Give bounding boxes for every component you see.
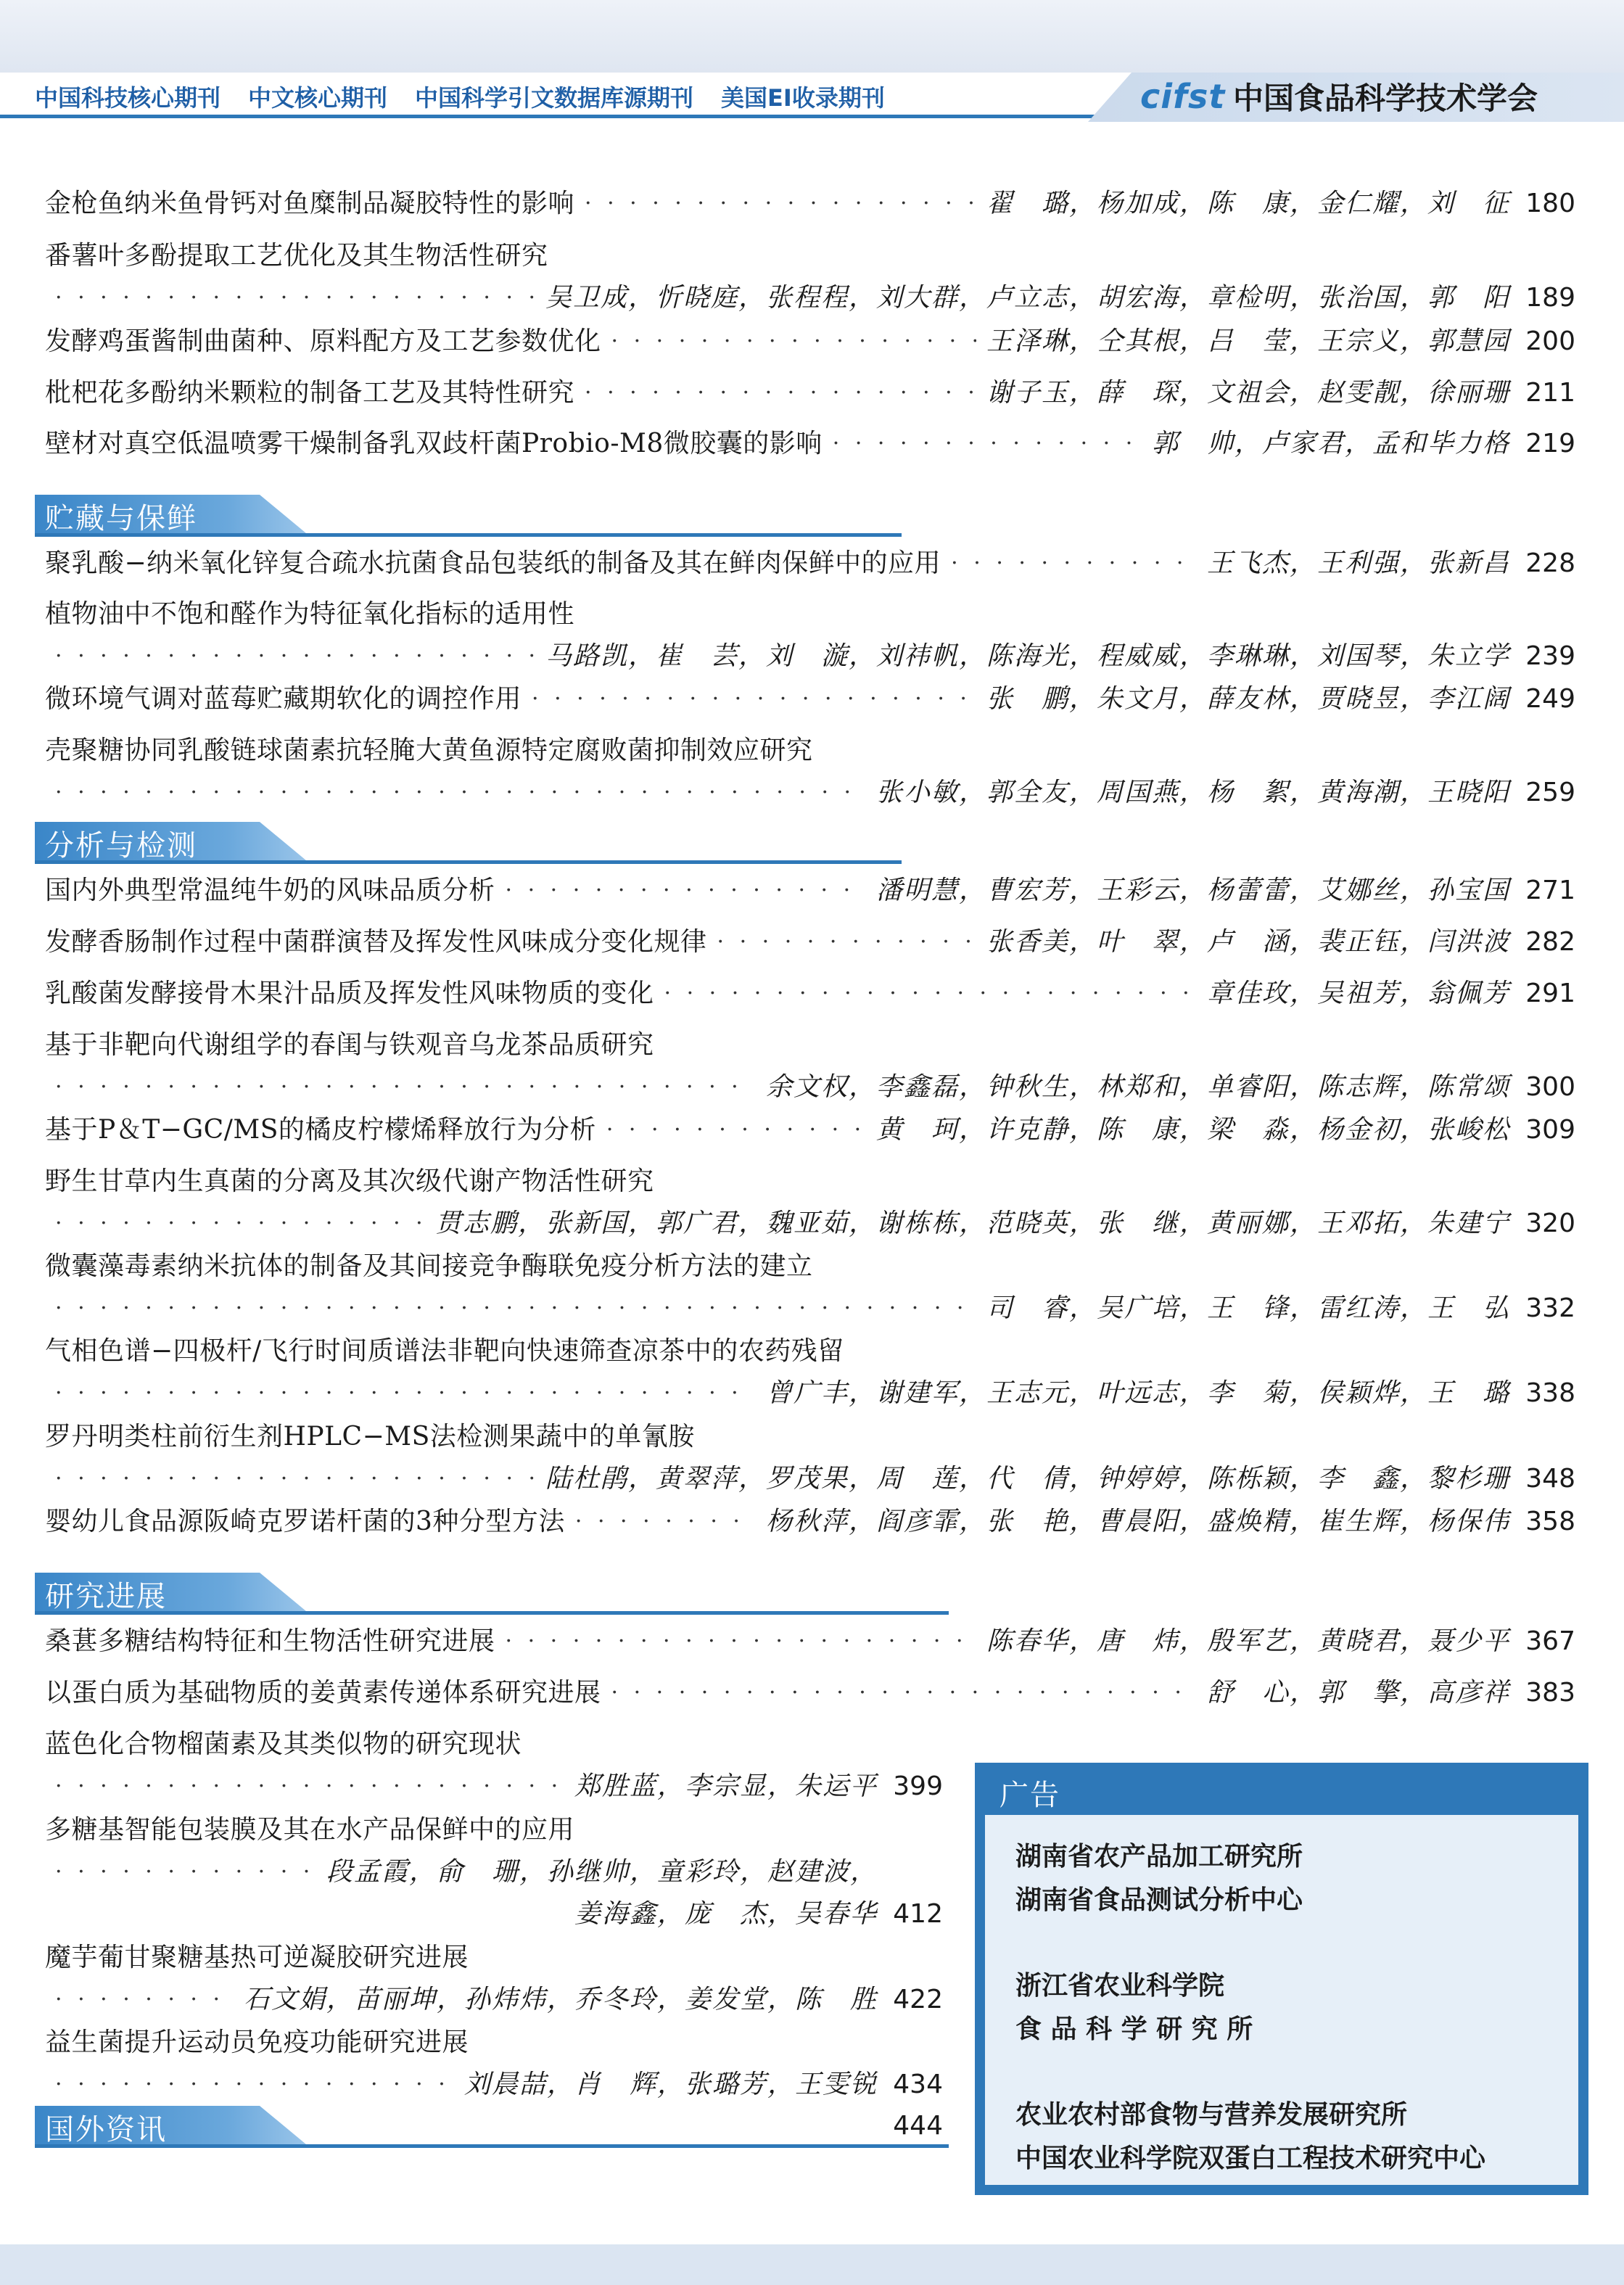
page-number: 348 <box>1525 1464 1575 1494</box>
toc-entry[interactable] <box>45 1621 1575 1663</box>
toc-entry[interactable] <box>45 2022 943 2106</box>
toc-entry[interactable] <box>45 235 1575 319</box>
page-number: 200 <box>1525 326 1575 356</box>
dot-leader <box>611 324 976 360</box>
article-title: 桑葚多糖结构特征和生物活性研究进展 <box>45 1626 495 1656</box>
page-number: 422 <box>893 1985 943 2014</box>
article-title: 微囊藻毒素纳米抗体的制备及其间接竞争酶联免疫分析方法的建立 <box>45 1251 813 1281</box>
dot-leader <box>55 1206 425 1242</box>
article-title: 番薯叶多酚提取工艺优化及其生物活性研究 <box>45 241 548 271</box>
article-title: 金枪鱼纳米鱼骨钙对鱼糜制品凝胶特性的影响 <box>45 189 575 218</box>
page-number: 239 <box>1525 641 1575 671</box>
dot-leader <box>55 280 535 316</box>
article-authors: 谢子玉，薛 琛，文祖会，赵雯靓，徐丽珊 <box>986 378 1510 408</box>
section-title: 研究进展 <box>45 1579 167 1613</box>
article-title: 魔芋葡甘聚糖基热可逆凝胶研究进展 <box>45 1943 469 1972</box>
article-authors: 王飞杰，王利强，张新昌 <box>1206 548 1510 578</box>
header-rule <box>0 115 1110 118</box>
dot-leader <box>55 1854 316 1890</box>
page-number: 189 <box>1525 283 1575 313</box>
section-header-analysis <box>35 822 902 864</box>
advertiser-group-hunan <box>1015 1835 1303 1922</box>
section-header-storage <box>35 495 902 537</box>
page-number: 291 <box>1525 979 1575 1008</box>
journal-indexing-list <box>35 78 912 115</box>
page-number: 367 <box>1525 1626 1575 1656</box>
article-title: 聚乳酸−纳米氧化锌复合疏水抗菌食品包装纸的制备及其在鲜肉保鲜中的应用 <box>45 548 941 578</box>
toc-entry[interactable] <box>45 1161 1575 1245</box>
dot-leader <box>611 1675 1197 1711</box>
article-authors: 潘明慧，曹宏芳，王彩云，杨蕾蕾，艾娜丝，孙宝国 <box>875 876 1510 905</box>
article-title: 基于P＆T−GC/MS的橘皮柠檬烯释放行为分析 <box>45 1115 596 1145</box>
article-authors: 刘晨喆，肖 辉，张璐芳，王雯锐 <box>463 2070 878 2099</box>
page-number: 300 <box>1525 1072 1575 1102</box>
advertiser-name: 浙江省农业科学院 <box>1015 1971 1225 2001</box>
article-title: 蓝色化合物榴菌素及其类似物的研究现状 <box>45 1729 522 1759</box>
article-authors: 王泽琳，仝其根，吕 莹，王宗义，郭慧园 <box>986 326 1510 356</box>
dot-leader <box>532 681 976 717</box>
journal-index-3: 中国科学引文数据库源期刊 <box>415 84 694 112</box>
toc-entry[interactable] <box>45 372 1575 414</box>
section-title: 分析与检测 <box>45 828 197 862</box>
article-authors: 舒 心，郭 擎，高彦祥 <box>1206 1678 1510 1708</box>
article-authors: 陈春华，唐 炜，殷军艺，黄晓君，聂少平 <box>986 1626 1510 1656</box>
toc-entry[interactable] <box>45 973 1575 1015</box>
section-rule <box>35 1611 949 1615</box>
journal-index-1: 中国科技核心期刊 <box>35 84 221 112</box>
article-authors: 张香美，叶 翠，卢 涵，裴正钰，闫洪波 <box>986 927 1510 957</box>
article-authors: 段孟霞，俞 珊，孙继帅，童彩玲，赵建波， <box>326 1857 878 1887</box>
dot-leader <box>55 1982 234 2018</box>
article-authors-continued: 姜海鑫，庞 杰，吴春华 <box>574 1899 878 1929</box>
article-authors: 曾广丰，谢建军，王志元，叶远志，李 菊，侯颖烨，王 璐 <box>765 1378 1510 1408</box>
article-authors: 吴卫成，忻晓庭，张程程，刘大群，卢立志，胡宏海，章检明，张治国，郭 阳 <box>545 283 1510 313</box>
page-number: 338 <box>1525 1378 1575 1408</box>
page-number: 259 <box>1525 778 1575 807</box>
toc-entry[interactable] <box>45 1246 1575 1330</box>
toc-entry[interactable] <box>45 1109 1575 1151</box>
toc-entry[interactable] <box>45 1416 1575 1500</box>
page-number: 309 <box>1525 1115 1575 1145</box>
article-authors: 章佳玫，吴祖芳，翁佩芳 <box>1206 979 1510 1008</box>
page-number: 320 <box>1525 1209 1575 1238</box>
advertiser-name: 中国农业科学院双蛋白工程技术研究中心 <box>1015 2144 1486 2173</box>
article-authors: 杨秋萍，阎彦霏，张 艳，曹晨阳，盛焕精，崔生辉，杨保伟 <box>765 1507 1510 1536</box>
article-authors: 马路凯，崔 芸，刘 漩，刘祎帆，陈海光，程威威，李琳琳，刘国琴，朱立学 <box>545 641 1510 671</box>
dot-leader <box>506 873 866 909</box>
article-title: 多糖基智能包装膜及其在水产品保鲜中的应用 <box>45 1815 575 1845</box>
article-authors: 司 睿，吴广培，王 锋，雷红涛，王 弘 <box>986 1293 1510 1323</box>
advertisement-panel <box>985 1815 1578 2185</box>
page-number: 399 <box>893 1771 943 1801</box>
article-title: 以蛋白质为基础物质的姜黄素传递体系研究进展 <box>45 1678 601 1708</box>
section-rule <box>35 2144 949 2148</box>
advertisement-title: 广告 <box>999 1778 1060 1812</box>
toc-entry[interactable] <box>45 1809 943 1935</box>
page-number: 332 <box>1525 1293 1575 1323</box>
page-number: 249 <box>1525 684 1575 714</box>
section-header-foreign <box>35 2106 949 2148</box>
cifst-logo: cifst <box>1140 77 1226 116</box>
page-number: 219 <box>1525 429 1575 458</box>
page-number: 383 <box>1525 1678 1575 1708</box>
dot-leader <box>585 375 976 411</box>
article-title: 壳聚糖协同乳酸链球菌素抗轻腌大黄鱼源特定腐败菌抑制效应研究 <box>45 736 813 765</box>
toc-entry[interactable] <box>45 678 1575 720</box>
advertiser-name: 食 品 科 学 研 究 所 <box>1015 2014 1253 2044</box>
page-number: 228 <box>1525 548 1575 578</box>
article-title: 枇杷花多酚纳米颗粒的制备工艺及其特性研究 <box>45 378 575 408</box>
article-title: 罗丹明类柱前衍生剂HPLC−MS法检测果蔬中的单氰胺 <box>45 1422 695 1452</box>
article-title: 微环境气调对蓝莓贮藏期软化的调控作用 <box>45 684 522 714</box>
article-authors: 郭 帅，卢家君，孟和毕力格 <box>1151 429 1510 458</box>
advertiser-name: 湖南省农产品加工研究所 <box>1015 1842 1303 1872</box>
article-title: 植物油中不饱和醛作为特征氧化指标的适用性 <box>45 599 575 629</box>
section-title: 贮藏与保鲜 <box>45 501 197 535</box>
toc-entry[interactable] <box>45 1672 1575 1714</box>
dot-leader <box>606 1112 866 1148</box>
article-title: 基于非靶向代谢组学的春闺与铁观音乌龙茶品质研究 <box>45 1030 654 1060</box>
page-number: 412 <box>893 1899 943 1929</box>
toc-entry[interactable] <box>45 730 1575 814</box>
advertiser-group-zhejiang <box>1015 1964 1253 2051</box>
advertiser-name: 湖南省食品测试分析中心 <box>1015 1885 1303 1915</box>
toc-entry[interactable] <box>45 1330 1575 1415</box>
dot-leader <box>55 1069 756 1106</box>
dot-leader <box>833 426 1142 462</box>
dot-leader <box>664 976 1197 1012</box>
section-title: 国外资讯 <box>45 2112 167 2146</box>
article-authors: 翟 璐，杨加成，陈 康，金仁耀，刘 征 <box>986 189 1510 218</box>
page-number: 211 <box>1525 378 1575 408</box>
page-number: 282 <box>1525 927 1575 957</box>
dot-leader <box>55 1769 564 1805</box>
dot-leader <box>575 1504 756 1540</box>
toc-entry[interactable] <box>45 1501 1575 1543</box>
toc-entry[interactable] <box>45 321 1575 363</box>
article-authors: 黄 珂，许克静，陈 康，梁 淼，杨金初，张峻松 <box>875 1115 1510 1145</box>
toc-entry[interactable] <box>45 423 1575 465</box>
foreign-news-page-number[interactable]: 444 <box>893 2110 943 2141</box>
dot-leader <box>951 545 1197 582</box>
toc-entry[interactable] <box>45 921 1575 963</box>
toc-entry[interactable] <box>45 1024 1575 1108</box>
dot-leader <box>55 1375 756 1412</box>
footer-band <box>0 2244 1624 2285</box>
dot-leader <box>55 638 535 675</box>
article-authors: 余文权，李鑫磊，钟秋生，林郑和，单睿阳，陈志辉，陈常颂 <box>765 1072 1510 1102</box>
toc-entry[interactable] <box>45 183 1575 225</box>
article-authors: 贯志鹏，张新国，郭广君，魏亚茹，谢栋栋，范晓英，张 继，黄丽娜，王邓拓，朱建宁 <box>434 1209 1510 1238</box>
page-number: 180 <box>1525 189 1575 218</box>
advertisement-box <box>975 1763 1588 2195</box>
dot-leader <box>506 1623 976 1660</box>
dot-leader <box>585 186 976 222</box>
toc-entry[interactable] <box>45 1724 943 1808</box>
article-title: 壁材对真空低温喷雾干燥制备乳双歧杆菌Probio-M8微胶囊的影响 <box>45 429 823 458</box>
header-background <box>0 0 1624 73</box>
dot-leader <box>55 1461 535 1497</box>
advertiser-name: 农业农村部食物与营养发展研究所 <box>1015 2100 1408 2130</box>
article-title: 国内外典型常温纯牛奶的风味品质分析 <box>45 876 495 905</box>
dot-leader <box>717 924 976 960</box>
article-title: 发酵鸡蛋酱制曲菌种、原料配方及工艺参数优化 <box>45 326 601 356</box>
society-name: 中国食品科学技术学会 <box>1233 81 1538 116</box>
article-title: 婴幼儿食品源阪崎克罗诺杆菌的3种分型方法 <box>45 1507 565 1536</box>
dot-leader <box>55 775 866 811</box>
article-authors: 张 鹏，朱文月，薛友林，贾晓昱，李江阔 <box>986 684 1510 714</box>
article-authors: 陆杜鹃，黄翠萍，罗茂果，周 莲，代 倩，钟婷婷，陈栎颖，李 鑫，黎杉珊 <box>545 1464 1510 1494</box>
article-title: 发酵香肠制作过程中菌群演替及挥发性风味成分变化规律 <box>45 927 707 957</box>
article-authors: 郑胜蓝，李宗显，朱运平 <box>574 1771 878 1801</box>
toc-entry[interactable] <box>45 870 1575 912</box>
page-number: 358 <box>1525 1507 1575 1536</box>
toc-entry[interactable] <box>45 1937 943 2021</box>
page-number: 434 <box>893 2070 943 2099</box>
toc-entry[interactable] <box>45 593 1575 678</box>
dot-leader <box>55 2067 454 2103</box>
advertiser-group-caas <box>1015 2093 1485 2181</box>
page-number: 271 <box>1525 876 1575 905</box>
section-header-review <box>35 1573 949 1615</box>
toc-entry[interactable] <box>45 543 1575 585</box>
article-authors: 张小敏，郭全友，周国燕，杨 絮，黄海潮，王晓阳 <box>875 778 1510 807</box>
article-title: 野生甘草内生真菌的分离及其次级代谢产物活性研究 <box>45 1166 654 1196</box>
dot-leader <box>55 1290 976 1327</box>
article-authors: 石文娟，苗丽坤，孙炜炜，乔冬玲，姜发堂，陈 胜 <box>243 1985 878 2014</box>
journal-index-2: 中文核心期刊 <box>248 84 388 112</box>
article-title: 气相色谱−四极杆/飞行时间质谱法非靶向快速筛查凉茶中的农药残留 <box>45 1336 844 1366</box>
journal-index-4: 美国EI收录期刊 <box>721 84 885 112</box>
article-title: 乳酸菌发酵接骨木果汁品质及挥发性风味物质的变化 <box>45 979 654 1008</box>
article-title: 益生菌提升运动员免疫功能研究进展 <box>45 2027 469 2057</box>
